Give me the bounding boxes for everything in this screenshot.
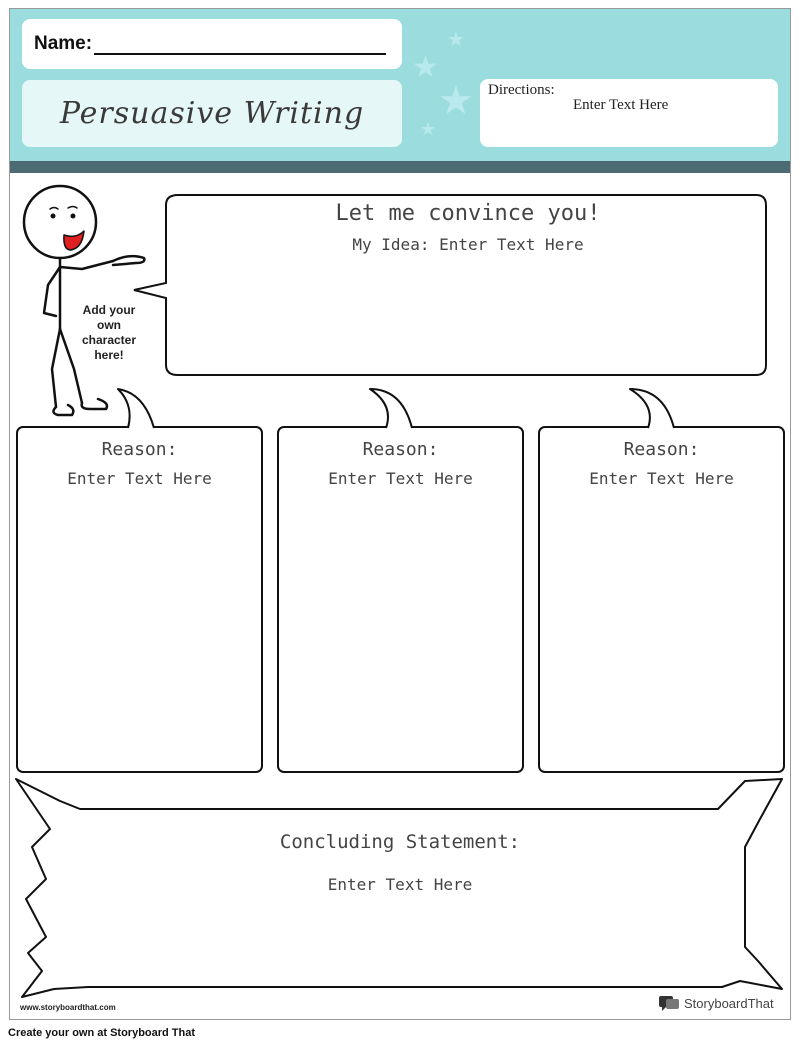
idea-label: My Idea:	[352, 235, 430, 254]
directions-label: Directions:	[488, 82, 555, 98]
reason-text[interactable]: Enter Text Here	[589, 469, 734, 488]
speech-bubble-icon	[658, 994, 680, 1012]
reason-text[interactable]: Enter Text Here	[67, 469, 212, 488]
idea-text[interactable]: Enter Text Here	[439, 235, 584, 254]
reason-heading: Reason:	[362, 439, 439, 460]
credit-line[interactable]: Create your own at Storyboard That	[8, 1027, 196, 1039]
reason-tail-3	[630, 389, 674, 428]
reason-heading: Reason:	[101, 439, 178, 460]
stick-figure	[24, 186, 144, 415]
star-icon: ★	[412, 50, 439, 85]
conclusion-text[interactable]: Enter Text Here	[327, 875, 473, 894]
reason-text[interactable]: Enter Text Here	[328, 469, 473, 488]
logo-text: StoryboardThat	[684, 995, 774, 1011]
idea-line[interactable]	[170, 235, 766, 254]
name-label: Name:	[34, 33, 93, 54]
page-title: Persuasive Writing	[59, 96, 365, 131]
character-note: Add your own character here!	[81, 303, 137, 362]
reason-tail-1	[118, 389, 154, 428]
directions-text[interactable]: Enter Text Here	[573, 97, 669, 113]
reason-heading: Reason:	[623, 439, 700, 460]
star-icon: ★	[447, 27, 465, 51]
storyboardthat-logo	[658, 994, 774, 1012]
star-icon: ★	[420, 119, 437, 140]
footer-url: www.storyboardthat.com	[20, 1003, 116, 1012]
star-icon: ★	[438, 78, 474, 124]
idea-heading: Let me convince you!	[335, 201, 601, 226]
worksheet	[9, 8, 791, 1020]
worksheet-graphics	[10, 9, 791, 1020]
conclusion-heading: Concluding Statement:	[279, 831, 521, 853]
reason-tail-2	[370, 389, 412, 428]
